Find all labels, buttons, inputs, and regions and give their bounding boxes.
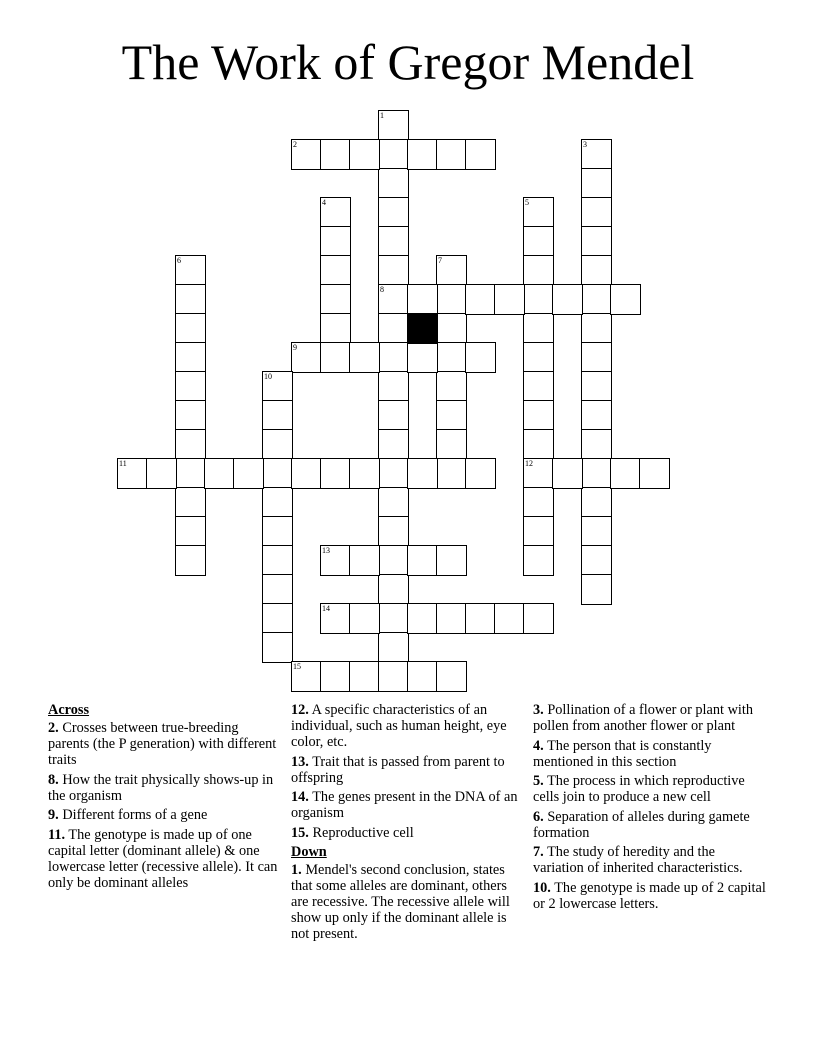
grid-cell[interactable] bbox=[233, 458, 264, 489]
grid-cell[interactable] bbox=[320, 458, 351, 489]
grid-cell[interactable] bbox=[262, 516, 293, 547]
clue-number: 1 bbox=[380, 111, 384, 120]
grid-cell[interactable] bbox=[378, 342, 409, 373]
grid-cell[interactable] bbox=[581, 487, 612, 518]
clue-across-2: 2. Crosses between true-breeding parents (the P generation) with different traits bbox=[48, 720, 277, 768]
across-header: Across bbox=[48, 702, 90, 718]
grid-cell[interactable] bbox=[581, 342, 612, 373]
grid-cell[interactable] bbox=[407, 603, 438, 634]
grid-cell[interactable] bbox=[320, 139, 351, 170]
grid-cell[interactable] bbox=[378, 313, 409, 344]
grid-cell[interactable] bbox=[552, 458, 583, 489]
grid-cell[interactable] bbox=[320, 226, 351, 257]
grid-cell[interactable] bbox=[349, 342, 380, 373]
grid-cell[interactable] bbox=[378, 400, 409, 431]
clue-number: 13 bbox=[322, 546, 330, 555]
grid-cell[interactable] bbox=[175, 284, 206, 315]
grid-cell[interactable] bbox=[407, 661, 438, 692]
grid-cell[interactable] bbox=[494, 284, 525, 315]
clue-down-4: 4. The person that is constantly mentioned in this section bbox=[533, 737, 712, 770]
clue-number: 9 bbox=[293, 343, 297, 352]
grid-cell[interactable] bbox=[523, 284, 554, 315]
grid-cell[interactable] bbox=[581, 516, 612, 547]
grid-cell[interactable] bbox=[117, 458, 148, 489]
clue-number: 10 bbox=[264, 372, 272, 381]
grid-cell[interactable] bbox=[523, 603, 554, 634]
grid-cell[interactable] bbox=[581, 429, 612, 460]
grid-cell[interactable] bbox=[523, 516, 554, 547]
grid-cell[interactable] bbox=[436, 342, 467, 373]
grid-cell[interactable] bbox=[320, 255, 351, 286]
clue-down-6: 6. Separation of alleles during gamete formation bbox=[533, 808, 750, 841]
grid-cell[interactable] bbox=[175, 487, 206, 518]
clue-across-14: 14. The genes present in the DNA of an organism bbox=[291, 789, 518, 821]
grid-cell[interactable] bbox=[262, 400, 293, 431]
clue-down-1: 1. Mendel's second conclusion, states that some alleles are dominant, others are recessive. The recessive allele will show up only if the dominant allele is not present. bbox=[291, 862, 510, 942]
grid-cell[interactable] bbox=[349, 603, 380, 634]
black-square bbox=[407, 313, 438, 344]
grid-cell[interactable] bbox=[523, 458, 554, 489]
grid-cell[interactable] bbox=[175, 400, 206, 431]
grid-cell[interactable] bbox=[378, 371, 409, 402]
grid-cell[interactable] bbox=[465, 139, 496, 170]
grid-cell[interactable] bbox=[204, 458, 235, 489]
grid-cell[interactable] bbox=[175, 429, 206, 460]
grid-cell[interactable] bbox=[349, 545, 380, 576]
grid-cell[interactable] bbox=[262, 487, 293, 518]
clue-down-5: 5. The process in which reproductive cells join to produce a new cell bbox=[533, 773, 745, 805]
grid-cell[interactable] bbox=[523, 545, 554, 576]
grid-cell[interactable] bbox=[523, 400, 554, 431]
grid-cell[interactable] bbox=[465, 342, 496, 373]
grid-cell[interactable] bbox=[378, 574, 409, 605]
grid-cell[interactable] bbox=[378, 139, 409, 170]
grid-cell[interactable] bbox=[320, 661, 351, 692]
grid-cell[interactable] bbox=[407, 284, 438, 315]
clue-number: 14 bbox=[322, 604, 330, 613]
clue-across-15: 15. Reproductive cell bbox=[291, 824, 414, 841]
grid-cell[interactable] bbox=[581, 313, 612, 344]
clue-number: 12 bbox=[525, 459, 533, 468]
grid-cell[interactable] bbox=[523, 197, 554, 228]
grid-cell[interactable] bbox=[552, 284, 583, 315]
clue-number: 3 bbox=[583, 140, 587, 149]
grid-cell[interactable] bbox=[465, 603, 496, 634]
clue-across-11: 11. The genotype is made up of one capital letter (dominant allele) & one lowercase letter (recessive allele). It can only be dominant alleles bbox=[48, 826, 278, 891]
grid-cell[interactable] bbox=[320, 284, 351, 315]
grid-cell[interactable] bbox=[378, 226, 409, 257]
grid-cell[interactable] bbox=[436, 545, 467, 576]
clue-number: 6 bbox=[177, 256, 181, 265]
grid-cell[interactable] bbox=[262, 429, 293, 460]
grid-cell[interactable] bbox=[378, 110, 409, 141]
grid-cell[interactable] bbox=[378, 545, 409, 576]
grid-cell[interactable] bbox=[175, 313, 206, 344]
grid-cell[interactable] bbox=[610, 458, 641, 489]
grid-cell[interactable] bbox=[407, 545, 438, 576]
grid-cell[interactable] bbox=[320, 603, 351, 634]
clue-across-12: 12. A specific characteristics of an individual, such as human height, eye color, etc. bbox=[291, 702, 507, 750]
grid-cell[interactable] bbox=[523, 429, 554, 460]
grid-cell[interactable] bbox=[175, 545, 206, 576]
clue-across-8: 8. How the trait physically shows-up in the organism bbox=[48, 771, 274, 804]
page-title: The Work of Gregor Mendel bbox=[121, 34, 695, 90]
clue-number: 4 bbox=[322, 198, 326, 207]
grid-cell[interactable] bbox=[581, 226, 612, 257]
grid-cell[interactable] bbox=[320, 313, 351, 344]
grid-cell[interactable] bbox=[378, 516, 409, 547]
clue-number: 11 bbox=[119, 459, 127, 468]
grid-cell[interactable] bbox=[581, 168, 612, 199]
grid-cell[interactable] bbox=[262, 574, 293, 605]
grid-cell[interactable] bbox=[581, 371, 612, 402]
clue-down-10: 10. The genotype is made up of 2 capital or 2 lowercase letters. bbox=[533, 879, 766, 912]
grid-cell[interactable] bbox=[378, 603, 409, 634]
grid-cell[interactable] bbox=[378, 487, 409, 518]
grid-cell[interactable] bbox=[175, 371, 206, 402]
grid-cell[interactable] bbox=[262, 632, 293, 663]
grid-cell[interactable] bbox=[581, 574, 612, 605]
clue-column-2 bbox=[291, 702, 527, 946]
grid-cell[interactable] bbox=[320, 342, 351, 373]
grid-cell[interactable] bbox=[291, 139, 322, 170]
clue-number: 15 bbox=[293, 662, 301, 671]
grid-cell[interactable] bbox=[465, 284, 496, 315]
grid-cell[interactable] bbox=[349, 661, 380, 692]
grid-cell[interactable] bbox=[378, 197, 409, 228]
clue-number: 2 bbox=[293, 140, 297, 149]
clue-across-13: 13. Trait that is passed from parent to offspring bbox=[291, 753, 505, 786]
grid-cell[interactable] bbox=[407, 139, 438, 170]
clue-column-3 bbox=[533, 702, 768, 915]
clue-number: 7 bbox=[438, 256, 442, 265]
grid-cell[interactable] bbox=[175, 342, 206, 373]
grid-cell[interactable] bbox=[378, 284, 409, 315]
grid-cell[interactable] bbox=[494, 603, 525, 634]
grid-cell[interactable] bbox=[407, 342, 438, 373]
grid-cell[interactable] bbox=[349, 458, 380, 489]
grid-cell[interactable] bbox=[523, 342, 554, 373]
grid-cell[interactable] bbox=[175, 458, 206, 489]
grid-cell[interactable] bbox=[378, 661, 409, 692]
grid-cell[interactable] bbox=[436, 603, 467, 634]
grid-cell[interactable] bbox=[436, 400, 467, 431]
grid-cell[interactable] bbox=[639, 458, 670, 489]
grid-cell[interactable] bbox=[523, 226, 554, 257]
grid-cell[interactable] bbox=[581, 400, 612, 431]
grid-cell[interactable] bbox=[262, 371, 293, 402]
grid-cell[interactable] bbox=[262, 458, 293, 489]
down-header: Down bbox=[291, 844, 327, 860]
grid-cell[interactable] bbox=[175, 255, 206, 286]
grid-cell[interactable] bbox=[378, 168, 409, 199]
grid-cell[interactable] bbox=[610, 284, 641, 315]
grid-cell[interactable] bbox=[436, 429, 467, 460]
grid-cell[interactable] bbox=[523, 313, 554, 344]
grid-cell[interactable] bbox=[349, 139, 380, 170]
grid-cell[interactable] bbox=[436, 284, 467, 315]
clue-down-7: 7. The study of heredity and the variation of inherited characteristics. bbox=[533, 844, 743, 876]
grid-cell[interactable] bbox=[291, 458, 322, 489]
grid-cell[interactable] bbox=[523, 371, 554, 402]
grid-cell[interactable] bbox=[581, 545, 612, 576]
grid-cell[interactable] bbox=[262, 603, 293, 634]
grid-cell[interactable] bbox=[436, 313, 467, 344]
clue-number: 5 bbox=[525, 198, 529, 207]
grid-cell[interactable] bbox=[581, 197, 612, 228]
grid-cell[interactable] bbox=[378, 429, 409, 460]
grid-cell[interactable] bbox=[378, 255, 409, 286]
grid-cell[interactable] bbox=[436, 255, 467, 286]
grid-cell[interactable] bbox=[436, 661, 467, 692]
grid-cell[interactable] bbox=[581, 284, 612, 315]
grid-cell[interactable] bbox=[436, 371, 467, 402]
grid-cell[interactable] bbox=[320, 197, 351, 228]
grid-cell[interactable] bbox=[436, 458, 467, 489]
clue-across-9: 9. Different forms of a gene bbox=[48, 807, 208, 823]
grid-cell[interactable] bbox=[581, 255, 612, 286]
grid-cell[interactable] bbox=[523, 255, 554, 286]
clue-down-3: 3. Pollination of a flower or plant with pollen from another flower or plant bbox=[533, 702, 753, 734]
grid-cell[interactable] bbox=[262, 545, 293, 576]
clue-number: 8 bbox=[380, 285, 384, 294]
grid-cell[interactable] bbox=[436, 139, 467, 170]
grid-cell[interactable] bbox=[378, 632, 409, 663]
grid-cell[interactable] bbox=[175, 516, 206, 547]
grid-cell[interactable] bbox=[291, 342, 322, 373]
grid-cell[interactable] bbox=[407, 458, 438, 489]
grid-cell[interactable] bbox=[378, 458, 409, 489]
grid-cell[interactable] bbox=[146, 458, 177, 489]
grid-cell[interactable] bbox=[320, 545, 351, 576]
grid-cell[interactable] bbox=[581, 458, 612, 489]
clue-column-1 bbox=[48, 702, 283, 894]
grid-cell[interactable] bbox=[465, 458, 496, 489]
grid-cell[interactable] bbox=[523, 487, 554, 518]
grid-cell[interactable] bbox=[291, 661, 322, 692]
grid-cell[interactable] bbox=[581, 139, 612, 170]
